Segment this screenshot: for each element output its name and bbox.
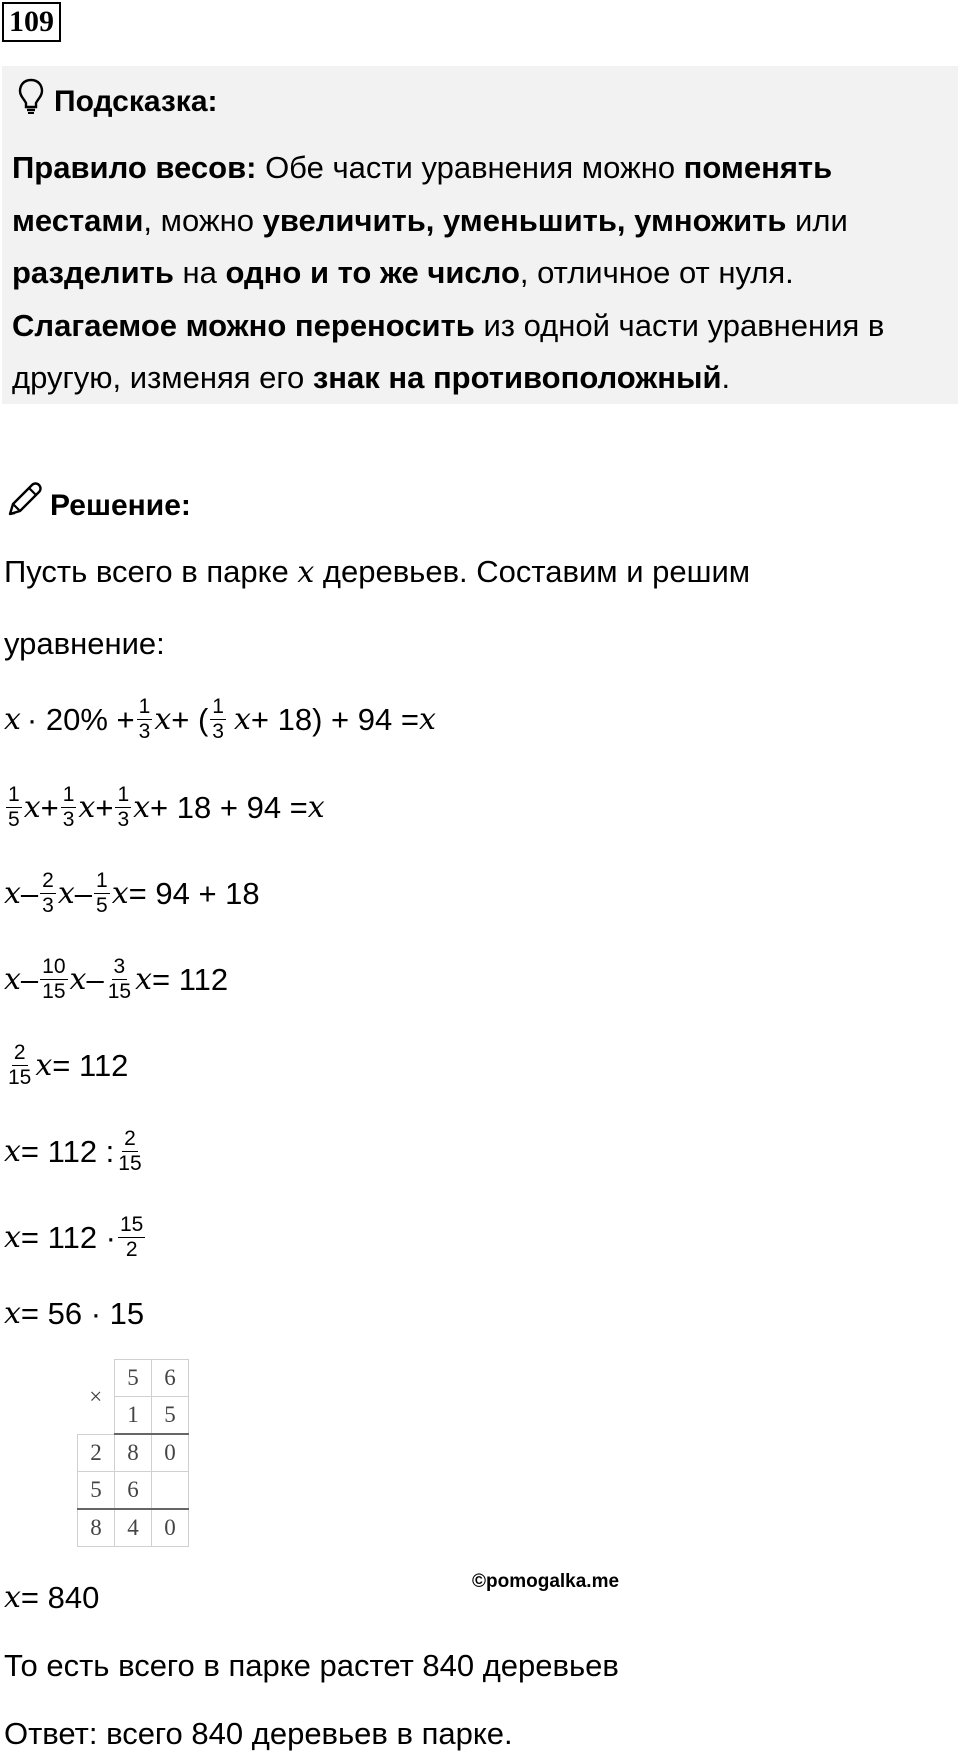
solution-title <box>4 480 191 531</box>
fraction: $\frac{2}{15}$ <box>118 1127 142 1175</box>
pencil-icon <box>4 480 50 531</box>
equation-9: x = 840 <box>4 1580 100 1615</box>
equation-2: $\frac{1}{5}$ x + $\frac{1}{3}$ x + $\frac{1}{3}$ x + 18 + 94 = x <box>8 783 325 831</box>
fraction: $\frac{1}{3}$ <box>138 695 151 743</box>
solution-title-text: Решение: <box>50 488 191 522</box>
column-multiplication: × 5 6 1 5 2 8 0 5 6 8 4 0 <box>77 1359 189 1547</box>
multiply-sign: × <box>89 1383 103 1409</box>
fraction: $\frac{2}{15}$ <box>8 1041 32 1089</box>
conclusion: То есть всего в парке растет 840 деревьев <box>4 1648 619 1683</box>
equation-6: x = 112 : $\frac{2}{15}$ <box>4 1127 142 1175</box>
hint-title-text: Подсказка: <box>54 84 218 118</box>
equation-8: x = 56 · 15 <box>4 1296 145 1331</box>
answer: Ответ: всего 840 деревьев в парке. <box>4 1716 513 1751</box>
watermark: ©pomogalka.me <box>472 1571 620 1592</box>
fraction: $\frac{2}{3}$ <box>42 869 54 917</box>
rule-title: Правило весов: <box>12 150 257 185</box>
fraction: $\frac{3}{15}$ <box>107 955 132 1003</box>
fraction: $\frac{15}{2}$ <box>120 1213 144 1261</box>
fraction: $\frac{1}{5}$ <box>96 869 108 917</box>
fraction: $\frac{10}{15}$ <box>42 955 66 1003</box>
fraction: $\frac{1}{3}$ <box>62 783 75 831</box>
equation-5: $\frac{2}{15}$ x = 112 <box>8 1041 129 1089</box>
fraction: $\frac{1}{5}$ <box>8 783 20 831</box>
equation-7: x = 112 · $\frac{15}{2}$ <box>4 1213 144 1261</box>
equation-1: x · 20% + $\frac{1}{3}$ x + ( $\frac{1}{3}$ x + 18) + 94 = x <box>4 695 436 743</box>
problem-number: 109 <box>2 2 61 42</box>
hint-text: Правило весов: Обе части уравнения можно поменять местами, можно увеличить, уменьшить, умножить или разделить на одно и то же число, отличное от нуля. Слагаемое можно переносить из одной части уравнения в другую, изменяя его знак на противоположный. <box>12 150 885 395</box>
intro-line-1: Пусть всего в парке x деревьев. Составим и решим <box>4 554 751 590</box>
fraction: $\frac{1}{3}$ <box>117 783 130 831</box>
equation-3: x – $\frac{2}{3}$ x – $\frac{1}{5}$ x = 94 + 18 <box>4 869 260 917</box>
lightbulb-icon <box>18 78 54 125</box>
hint-title <box>18 78 218 125</box>
intro-line-2: уравнение: <box>4 626 165 661</box>
fraction: $\frac{1}{3}$ <box>212 695 224 743</box>
equation-4: x – $\frac{10}{15}$ x – $\frac{3}{15}$ x = 112 <box>4 955 229 1003</box>
